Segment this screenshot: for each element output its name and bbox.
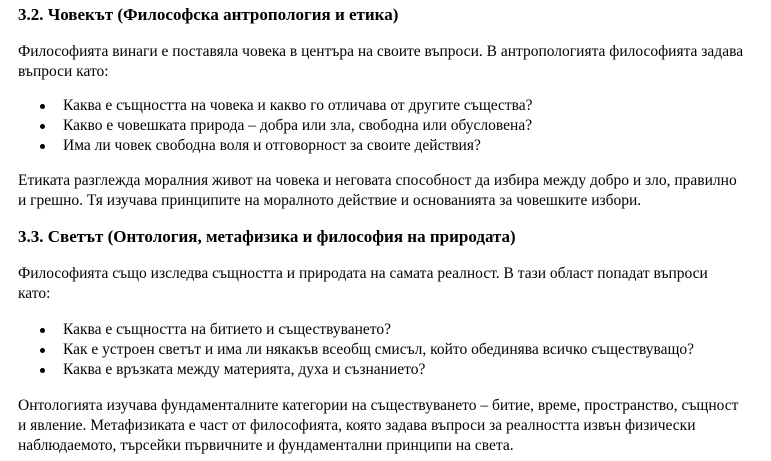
list-item: Каква е същността на човека и какво го отличава от другите същества? <box>18 96 766 116</box>
section-heading-human: 3.2. Човекът (Философска антропология и етика) <box>18 5 399 24</box>
paragraph-ethics <box>18 171 737 211</box>
text-line: като: <box>18 285 51 302</box>
list-item: Какво е човешката природа – добра или зла, свободна или обусловена? <box>18 116 766 136</box>
list-item: Как е устроен светът и има ли някакъв всеобщ смисъл, който обединява всичко съществуващо? <box>18 340 766 360</box>
list-item: Има ли човек свободна воля и отговорност за своите действия? <box>18 136 766 156</box>
text-line: въпроси като: <box>18 63 109 80</box>
text-line: Философията винаги е поставяла човека в центъра на своите въпроси. В антропологията философията задава <box>18 43 744 60</box>
list-item: Каква е връзката между материята, духа и съзнанието? <box>18 360 766 380</box>
bullet-list-human-questions <box>18 96 766 156</box>
text-line: и явление. Метафизиката е част от философията, която задава въпроси за реалността извън физически <box>18 417 696 434</box>
text-line: Онтологията изучава фундаменталните категории на съществуването – битие, време, пространство, същност <box>18 397 739 414</box>
paragraph-reality-intro <box>18 264 708 304</box>
list-item: Каква е същността на битието и съществуването? <box>18 320 766 340</box>
text-line: Философията също изследва същността и природата на самата реалност. В тази област попадат въпроси <box>18 265 708 282</box>
text-line: и грешно. Тя изучава принципите на моралното действие и основанията за човешките избори. <box>18 192 642 209</box>
paragraph-anthropology-intro <box>18 42 743 82</box>
section-heading-world: 3.3. Светът (Онтология, метафизика и философия на природата) <box>18 227 516 246</box>
bullet-list-world-questions <box>18 320 766 380</box>
text-line: Етиката разглежда моралния живот на човека и неговата способност да избира между добро и зло, правилно <box>18 172 737 189</box>
paragraph-ontology <box>18 396 738 456</box>
text-line: наблюдаемото, търсейки първичните и фундаментални принципи на света. <box>18 437 514 454</box>
